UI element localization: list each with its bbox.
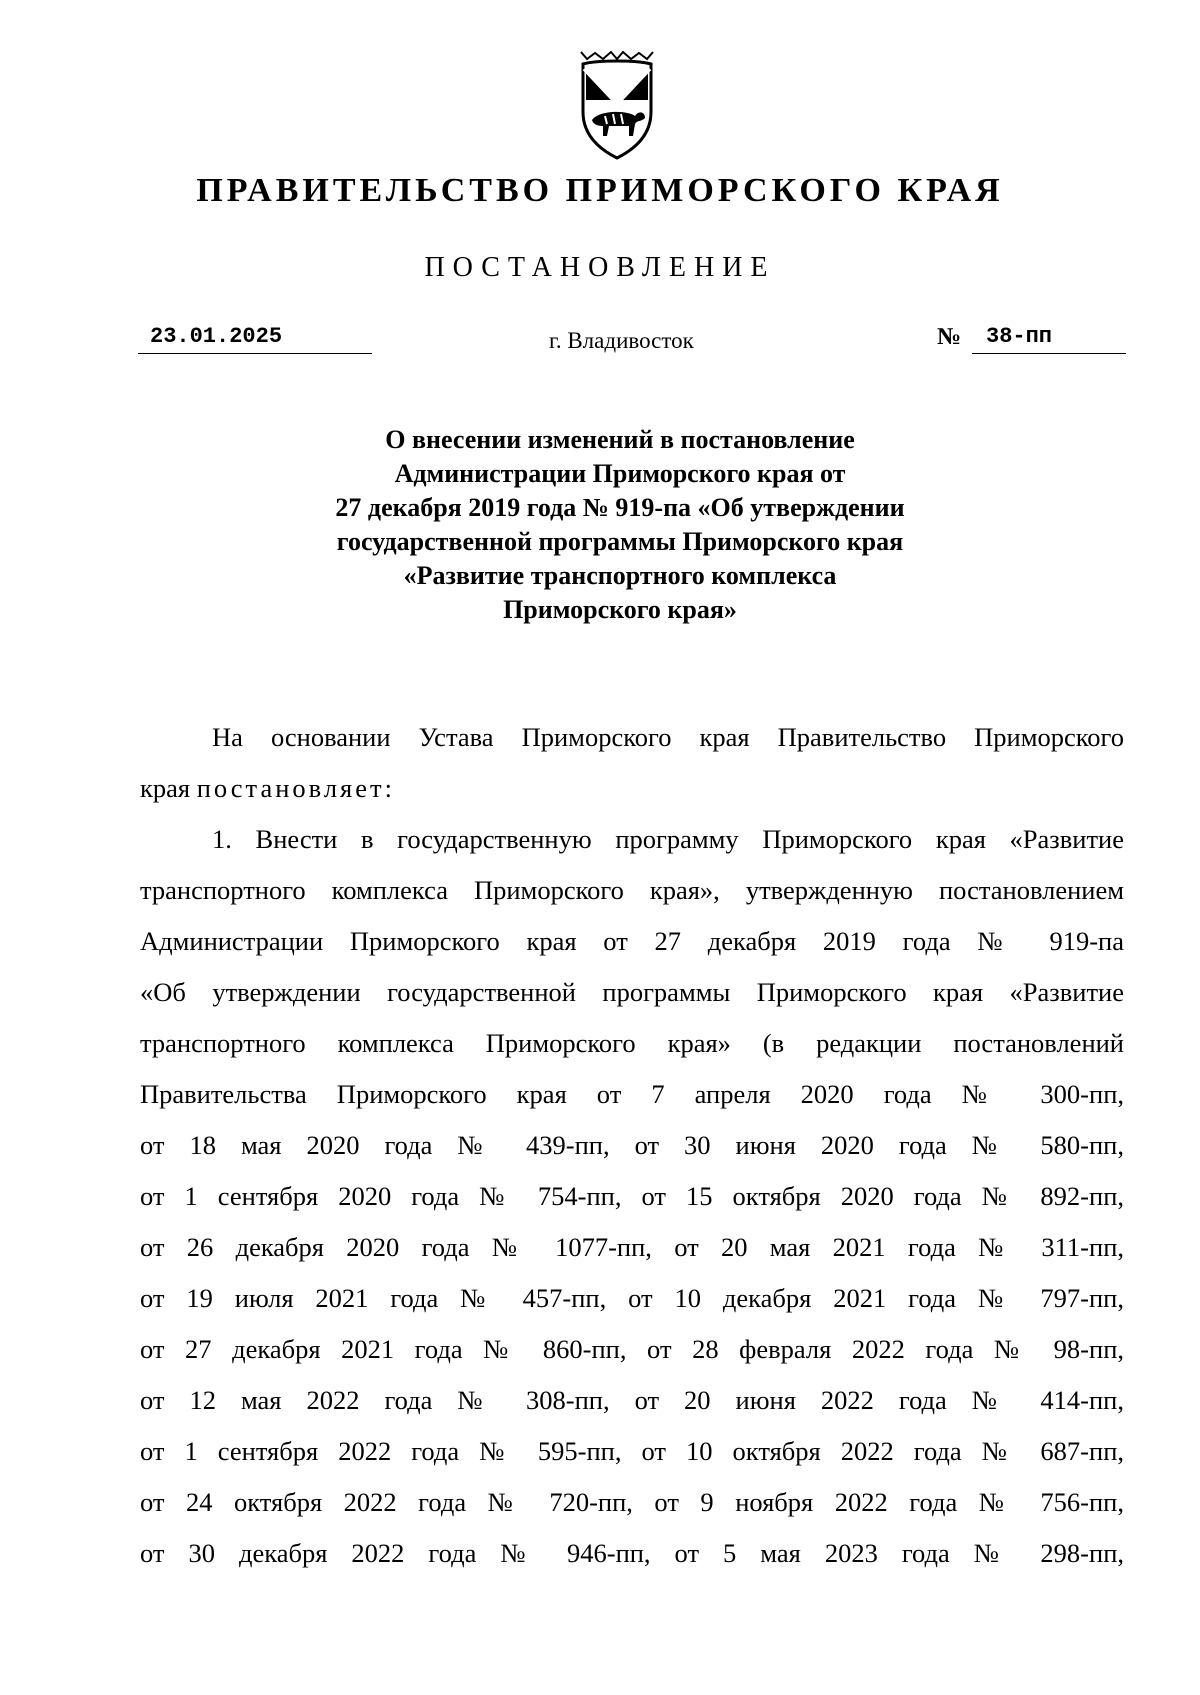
body-text-spaced: постановляет: xyxy=(196,773,395,803)
coat-of-arms-icon xyxy=(575,50,659,162)
heading-line: «Развитие транспортного комплекса xyxy=(403,561,837,590)
government-title: ПРАВИТЕЛЬСТВО ПРИМОРСКОГО КРАЯ xyxy=(196,172,1004,209)
body-line: от 19 июля 2021 года № 457-пп, от 10 декабря 2021 года № 797-пп, xyxy=(140,1283,1124,1313)
body-line: На основании Устава Приморского края Правительство Приморского xyxy=(212,722,1124,752)
body-line: от 1 сентября 2022 года № 595-пп, от 10 октября 2022 года № 687-пп, xyxy=(140,1436,1124,1466)
document-heading xyxy=(0,423,1200,627)
body-line: от 1 сентября 2020 года № 754-пп, от 15 октября 2020 года № 892-пп, xyxy=(140,1181,1124,1211)
body-line: транспортного комплекса Приморского края» (в редакции постановлений xyxy=(140,1028,1124,1058)
heading-line: государственной программы Приморского края xyxy=(336,527,904,556)
body-line: от 18 мая 2020 года № 439-пп, от 30 июня 2020 года № 580-пп, xyxy=(140,1130,1124,1160)
body-line: «Об утверждении государственной программы Приморского края «Развитие xyxy=(140,977,1124,1007)
document-date: 23.01.2025 xyxy=(138,322,372,354)
heading-line: Приморского края» xyxy=(503,595,737,624)
body-line: от 12 мая 2022 года № 308-пп, от 20 июня 2022 года № 414-пп, xyxy=(140,1385,1124,1415)
heading-line: Администрации Приморского края от xyxy=(394,459,846,488)
body-line: 1. Внести в государственную программу Приморского края «Развитие xyxy=(212,824,1124,854)
heading-line: О внесении изменений в постановление xyxy=(385,425,855,454)
body-line: от 26 декабря 2020 года № 1077-пп, от 20 мая 2021 года № 311-пп, xyxy=(140,1232,1124,1262)
body-line: Администрации Приморского края от 27 декабря 2019 года № 919-па xyxy=(140,926,1124,956)
body-line: транспортного комплекса Приморского края», утвержденную постановлением xyxy=(140,875,1124,905)
heading-line: 27 декабря 2019 года № 919-па «Об утверждении xyxy=(335,493,905,522)
body-line: Правительства Приморского края от 7 апреля 2020 года № 300-пп, xyxy=(140,1079,1124,1109)
body-line xyxy=(140,763,1124,814)
document-number: 38-пп xyxy=(972,322,1126,354)
body-text: края xyxy=(140,773,197,803)
body-line: от 27 декабря 2021 года № 860-пп, от 28 февраля 2022 года № 98-пп, xyxy=(140,1334,1124,1364)
body-line: от 30 декабря 2022 года № 946-пп, от 5 мая 2023 года № 298-пп, xyxy=(140,1538,1124,1568)
document-city: г. Владивосток xyxy=(549,328,694,353)
number-label: № xyxy=(937,324,962,350)
document-type: ПОСТАНОВЛЕНИЕ xyxy=(424,252,776,283)
document-body xyxy=(140,712,1124,1579)
body-line: от 24 октября 2022 года № 720-пп, от 9 ноября 2022 года № 756-пп, xyxy=(140,1487,1124,1517)
